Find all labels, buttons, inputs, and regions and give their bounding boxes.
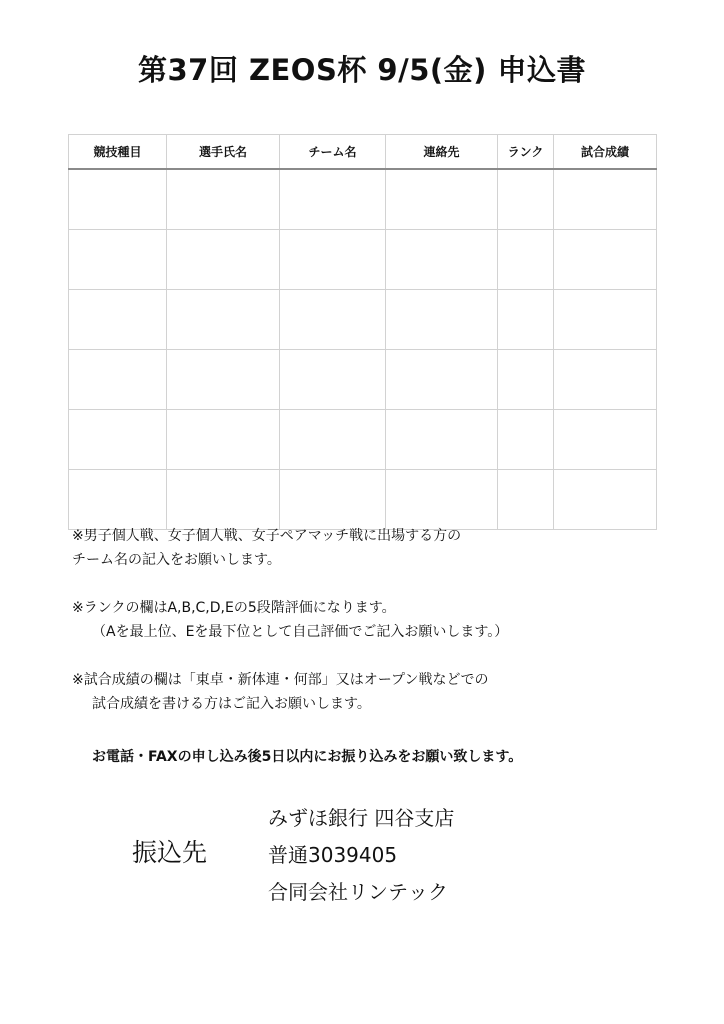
cell-event[interactable] [69,410,167,470]
cell-contact[interactable] [386,470,498,530]
cell-match-results[interactable] [554,230,657,290]
account-number: 普通3039405 [268,843,398,867]
table-row [69,230,657,290]
cell-match-results[interactable] [554,169,657,230]
cell-team-name[interactable] [280,230,386,290]
table-row [69,169,657,230]
transfer-destination-label: 振込先 [132,838,208,867]
header-player-name: 選手氏名 [167,135,280,170]
header-team-name: チーム名 [280,135,386,170]
cell-team-name[interactable] [280,470,386,530]
cell-player-name[interactable] [167,230,280,290]
cell-rank[interactable] [498,410,554,470]
cell-match-results[interactable] [554,470,657,530]
note-rank-line1: ※ランクの欄はA,B,C,D,Eの5段階評価になります。 [72,600,396,616]
cell-player-name[interactable] [167,169,280,230]
cell-contact[interactable] [386,169,498,230]
cell-rank[interactable] [498,169,554,230]
note-team-name-line1: ※男子個人戦、女子個人戦、女子ペアマッチ戦に出場する方の [72,528,462,544]
cell-contact[interactable] [386,350,498,410]
bank-name: みずほ銀行 四谷支店 [268,806,455,830]
cell-match-results[interactable] [554,290,657,350]
note-rank-line2: （Aを最上位、Eを最下位として自己評価でご記入お願いします。） [92,624,509,640]
cell-event[interactable] [69,470,167,530]
cell-player-name[interactable] [167,470,280,530]
entry-form-table [68,134,657,530]
cell-rank[interactable] [498,230,554,290]
cell-team-name[interactable] [280,350,386,410]
note-team-name-line2: チーム名の記入をお願いします。 [72,552,281,568]
header-event: 競技種目 [69,135,167,170]
header-match-results: 試合成績 [554,135,657,170]
note-results-line1: ※試合成績の欄は「東卓・新体連・何部」又はオープン戦などでの [72,672,489,688]
cell-player-name[interactable] [167,290,280,350]
cell-contact[interactable] [386,230,498,290]
bank-details [268,800,454,911]
header-contact: 連絡先 [386,135,498,170]
cell-event[interactable] [69,290,167,350]
notes-section [72,524,692,716]
payment-deadline-notice: お電話・FAXの申し込み後5日以内にお振り込みをお願い致します。 [92,749,523,765]
cell-rank[interactable] [498,350,554,410]
cell-match-results[interactable] [554,410,657,470]
cell-contact[interactable] [386,290,498,350]
cell-rank[interactable] [498,290,554,350]
cell-rank[interactable] [498,470,554,530]
table-row [69,290,657,350]
cell-player-name[interactable] [167,350,280,410]
table-row [69,350,657,410]
cell-match-results[interactable] [554,350,657,410]
cell-event[interactable] [69,230,167,290]
header-rank: ランク [498,135,554,170]
table-header-row [69,135,657,170]
note-results-line2: 試合成績を書ける方はご記入お願いします。 [92,696,371,712]
table-row [69,410,657,470]
cell-event[interactable] [69,350,167,410]
table-row [69,470,657,530]
cell-player-name[interactable] [167,410,280,470]
cell-contact[interactable] [386,410,498,470]
cell-team-name[interactable] [280,290,386,350]
cell-event[interactable] [69,169,167,230]
cell-team-name[interactable] [280,410,386,470]
account-holder: 合同会社リンテック [268,880,448,904]
page-title: 第37回 ZEOS杯 9/5(金) 申込書 [138,53,586,87]
cell-team-name[interactable] [280,169,386,230]
